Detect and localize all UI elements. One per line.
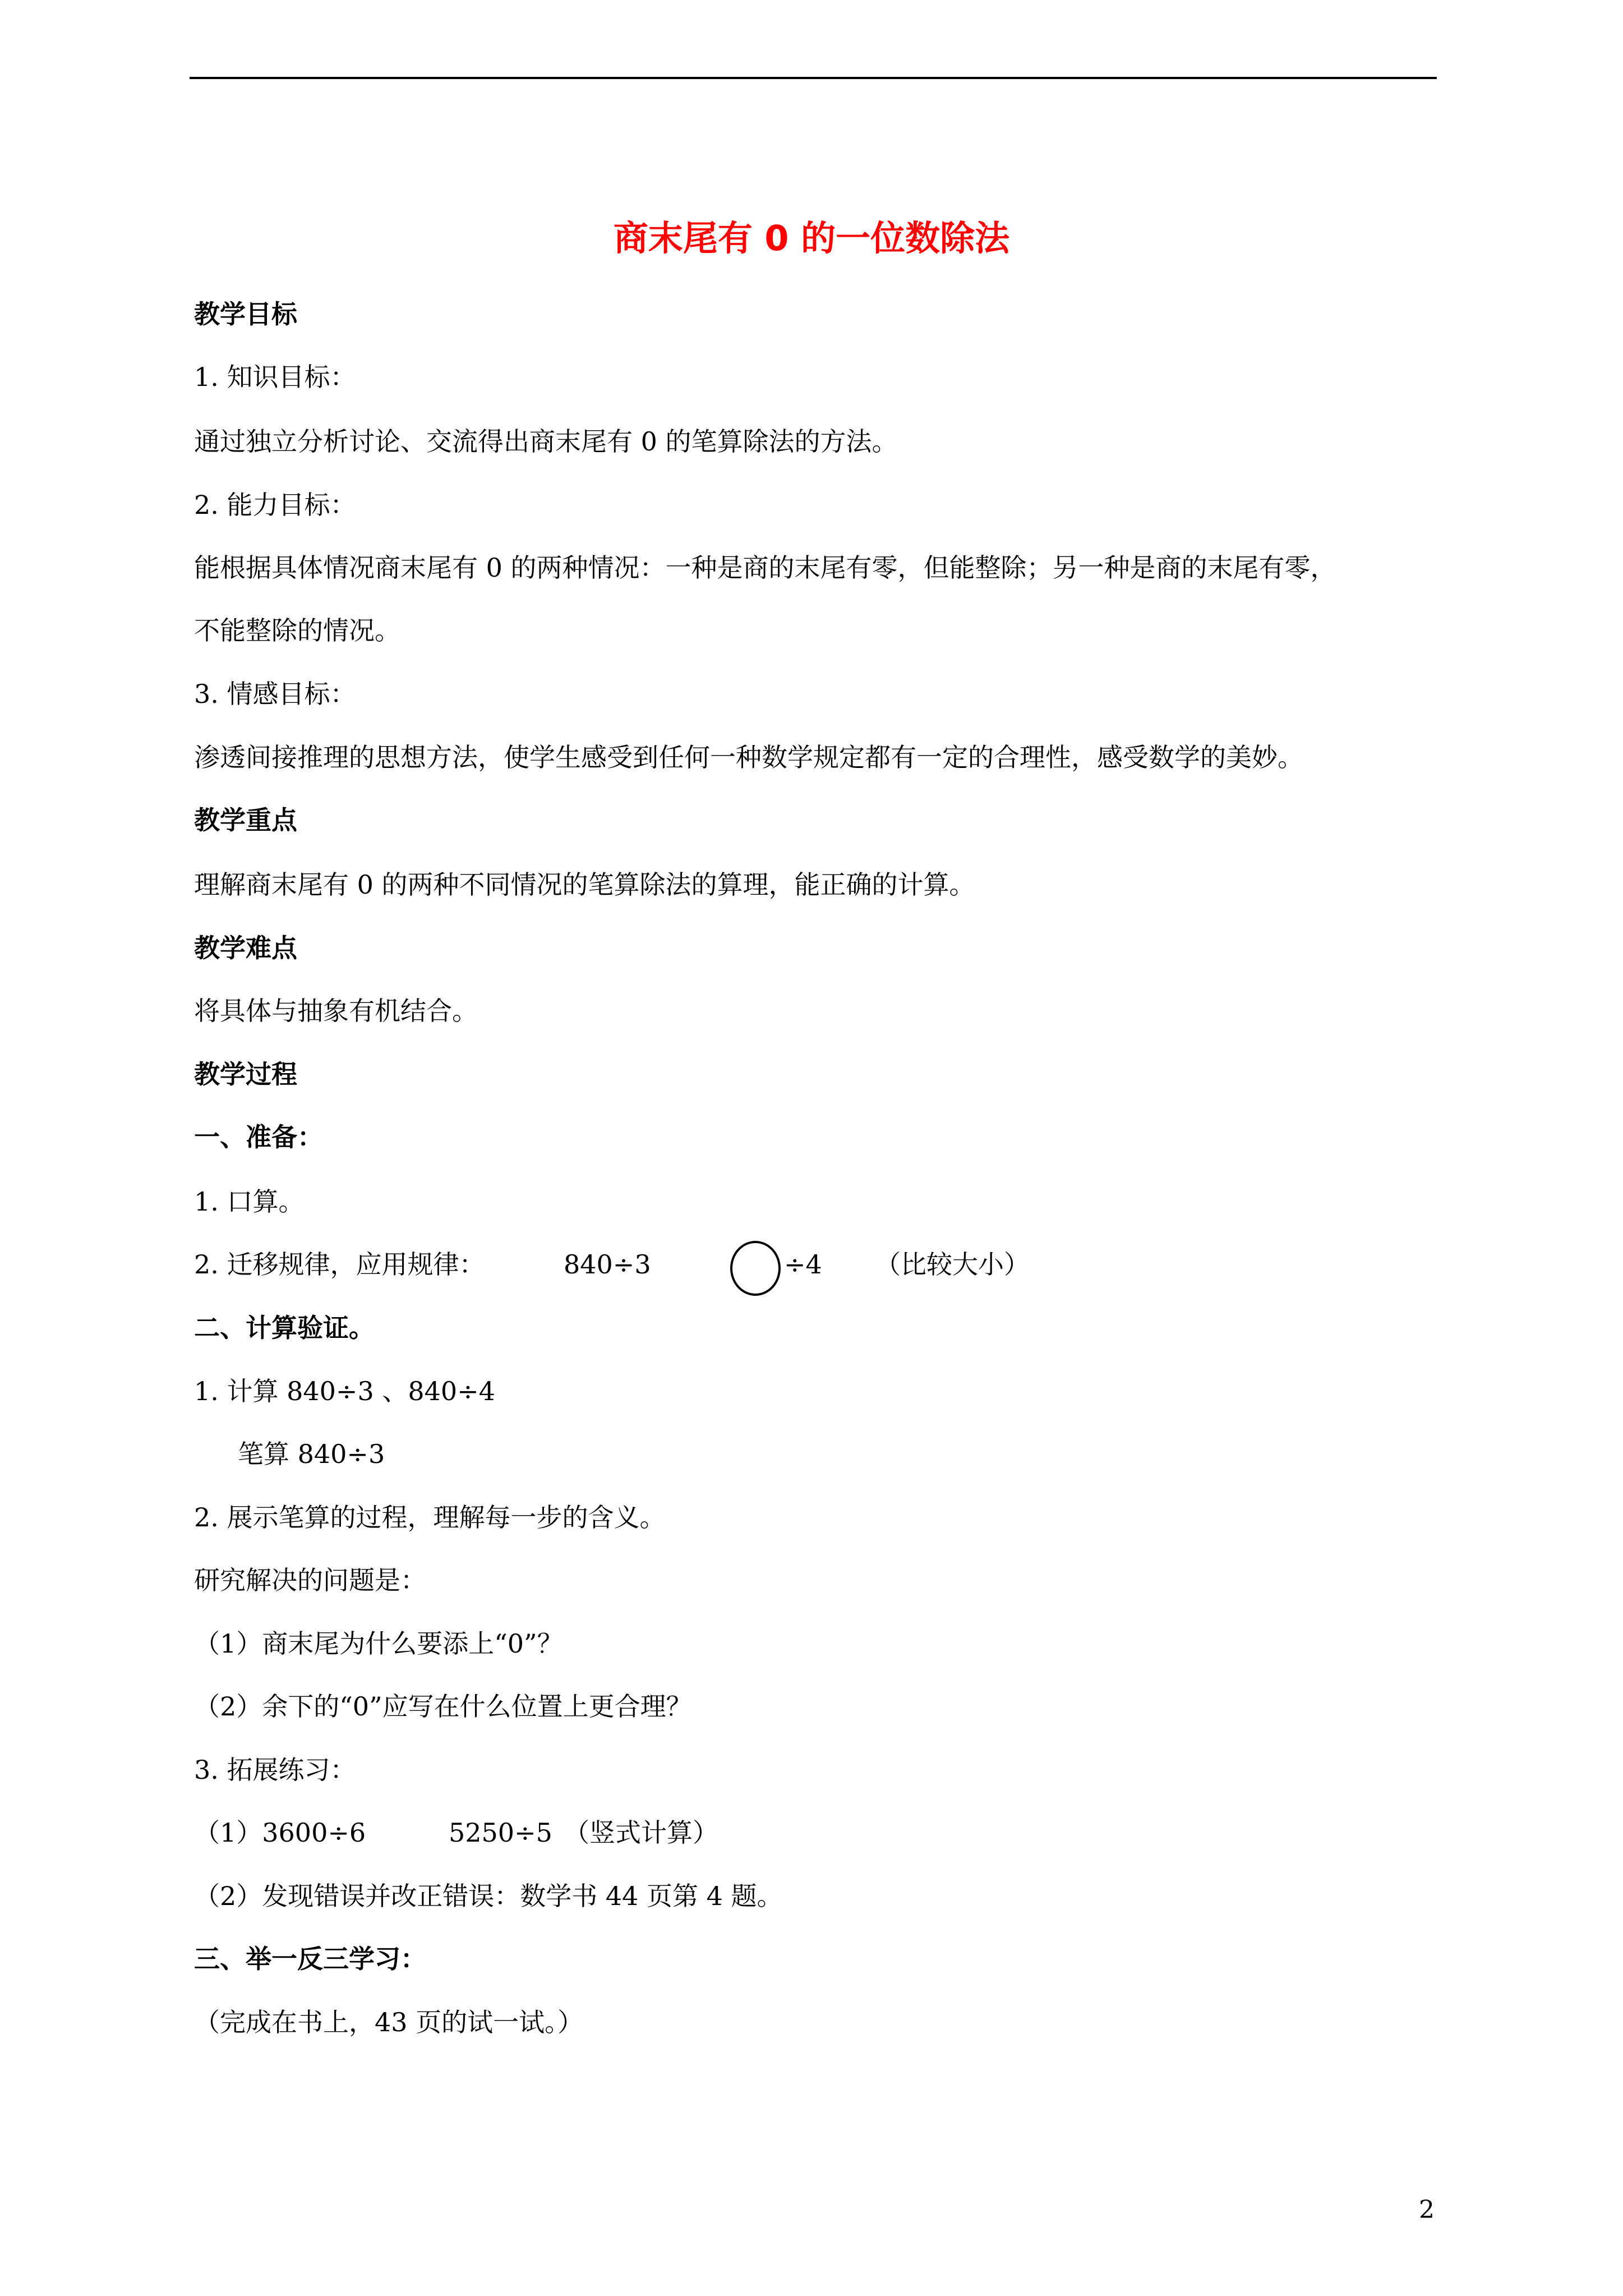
document-title: 商末尾有 0 的一位数除法 <box>613 218 1010 259</box>
part2-exercise-1a: （1）3600÷6 <box>194 1818 366 1848</box>
goal-ability-text-line2: 不能整除的情况。 <box>194 615 400 646</box>
part2-question-2: （2）余下的“0”应写在什么位置上更合理？ <box>194 1691 692 1722</box>
header-rule <box>190 77 1437 79</box>
heading-part2-verify: 二、计算验证。 <box>194 1313 375 1343</box>
goal-emotion-label: 3. 情感目标： <box>194 679 356 709</box>
part2-item-show-process: 2. 展示笔算的过程，理解每一步的含义。 <box>194 1502 666 1533</box>
compare-blank-circle <box>730 1241 781 1296</box>
part2-exercise-1b: 5250÷5 <box>449 1818 552 1848</box>
part2-item-calculate: 1. 计算 840÷3 、840÷4 <box>194 1376 495 1406</box>
part1-item-compare-label: 2. 迁移规律，应用规律： <box>194 1249 485 1280</box>
goal-ability-label: 2. 能力目标： <box>194 490 356 520</box>
compare-expression-right: ÷4 <box>784 1249 822 1280</box>
part2-exercise-2: （2）发现错误并改正错误：数学书 44 页第 4 题。 <box>194 1881 783 1911</box>
part2-item-extension: 3. 拓展练习： <box>194 1755 356 1785</box>
part2-question-intro: 研究解决的问题是： <box>194 1565 426 1595</box>
goal-ability-text-line1: 能根据具体情况商末尾有 0 的两种情况：一种是商的末尾有零，但能整除；另一种是商的末尾有零， <box>194 553 1336 583</box>
heading-key-points: 教学重点 <box>194 805 297 835</box>
part2-question-1: （1）商末尾为什么要添上“0”？ <box>194 1628 563 1659</box>
goal-knowledge-label: 1. 知识目标： <box>194 362 356 392</box>
heading-part1-prepare: 一、准备： <box>194 1122 323 1152</box>
heading-teaching-process: 教学过程 <box>194 1059 297 1089</box>
compare-expression-left: 840÷3 <box>564 1249 651 1280</box>
part2-item-written-calc: 笔算 840÷3 <box>238 1439 385 1469</box>
heading-difficulties: 教学难点 <box>194 933 297 963</box>
heading-teaching-goals: 教学目标 <box>194 299 297 329</box>
heading-part3-practice: 三、举一反三学习： <box>194 1944 426 1974</box>
part3-text: （完成在书上，43 页的试一试。） <box>194 2007 584 2037</box>
page-number: 2 <box>1419 2196 1435 2224</box>
compare-note: （比较大小） <box>875 1249 1030 1280</box>
goal-emotion-text: 渗透间接推理的思想方法，使学生感受到任何一种数学规定都有一定的合理性，感受数学的美妙。 <box>194 742 1303 772</box>
part2-exercise-1c: （竖式计算） <box>564 1818 718 1848</box>
key-points-text: 理解商末尾有 0 的两种不同情况的笔算除法的算理，能正确的计算。 <box>194 869 975 900</box>
goal-knowledge-text: 通过独立分析讨论、交流得出商末尾有 0 的笔算除法的方法。 <box>194 426 898 457</box>
part1-item-mental-math: 1. 口算。 <box>194 1186 305 1217</box>
difficulties-text: 将具体与抽象有机结合。 <box>194 996 478 1026</box>
